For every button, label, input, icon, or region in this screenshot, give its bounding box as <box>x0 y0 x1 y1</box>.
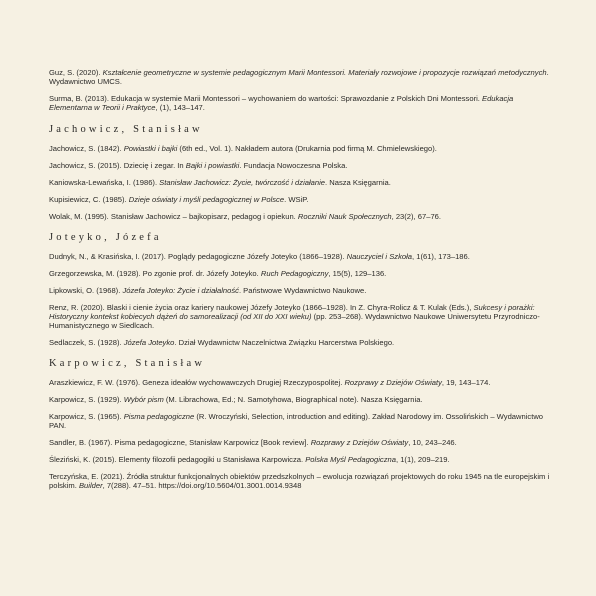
reference-entry: Sandler, B. (1967). Pisma pedagogiczne, Stanisław Karpowicz [Book review]. Rozprawy z Dziejów Oświaty, 10, 243–246. <box>49 438 457 447</box>
reference-entry: Kupisiewicz, C. (1985). Dzieje oświaty i myśli pedagogicznej w Polsce. WSiP. <box>49 195 309 204</box>
reference-entry: Śleziński, K. (2015). Elementy filozofii pedagogiki u Stanisława Karpowicza. Polska Myśl Pedagogiczna, 1(1), 209–219. <box>49 455 450 464</box>
reference-entry: Kaniowska-Lewańska, I. (1986). Stanisław Jachowicz: Życie, twórczość i działanie. Nasza Księgarnia. <box>49 178 391 187</box>
reference-entry: Jachowicz, S. (2015). Dziecię i zegar. In Bajki i powiastki. Fundacja Nowoczesna Polska. <box>49 161 348 170</box>
section-heading: Joteyko, Józefa <box>49 232 162 243</box>
reference-entry: Renz, R. (2020). Blaski i cienie życia oraz kariery naukowej Józefy Joteyko (1866–1928). In Z. Chyra-Rolicz & T. Kulak (Eds.), Sukcesy i porażki: Historyczny kontekst kobiecych dążeń do samorealizacji (od XII do XXI wieku) (pp. 253–268). Wydawnictwo Naukowe Uniwersytetu Przyrodniczo-Humanistycznego w Siedlcach. <box>49 303 540 330</box>
reference-entry: Jachowicz, S. (1842). Powiastki i bajki (6th ed., Vol. 1). Nakładem autora (Drukarnia pod firmą M. Chmielewskiego). <box>49 144 437 153</box>
reference-entry: Dudnyk, N., & Krasińska, I. (2017). Poglądy pedagogiczne Józefy Joteyko (1866–1928). Nauczyciel i Szkoła, 1(61), 173–186. <box>49 252 470 261</box>
reference-entry: Grzegorzewska, M. (1928). Po zgonie prof. dr. Józefy Joteyko. Ruch Pedagogiczny, 15(5), 129–136. <box>49 269 387 278</box>
reference-entry: Surma, B. (2013). Edukacja w systemie Marii Montessori – wychowaniem do wartości: Sprawozdanie z Polskich Dni Montessori. Edukacja Elementarna w Teorii i Praktyce, (1), 143–147. <box>49 94 514 112</box>
reference-entry: Lipkowski, O. (1968). Józefa Joteyko: Życie i działalność. Państwowe Wydawnictwo Naukowe. <box>49 286 367 295</box>
section-heading: Karpowicz, Stanisław <box>49 358 206 369</box>
reference-entry: Karpowicz, S. (1965). Pisma pedagogiczne (R. Wroczyński, Selection, introduction and editing). Zakład Narodowy im. Ossolińskich – Wydawnictwo PAN. <box>49 412 544 430</box>
reference-entry: Araszkiewicz, F. W. (1976). Geneza ideałów wychowawczych Drugiej Rzeczypospolitej. Rozprawy z Dziejów Oświaty, 19, 143–174. <box>49 378 491 387</box>
reference-entry: Wolak, M. (1995). Stanisław Jachowicz – bajkopisarz, pedagog i opiekun. Roczniki Nauk Społecznych, 23(2), 67–76. <box>49 212 442 221</box>
reference-entry: Guz, S. (2020). Kształcenie geometryczne w systemie pedagogicznym Marii Montessori. Materiały rozwojowe i propozycje rozwiązań metodycznych. Wydawnictwo UMCS. <box>49 68 549 86</box>
reference-entry: Sedlaczek, S. (1928). Józefa Joteyko. Dział Wydawnictw Naczelnictwa Związku Harcerstwa Polskiego. <box>49 338 395 347</box>
reference-entry: Terczyńska, E. (2021). Źródła struktur funkcjonalnych obiektów przedszkolnych – ewolucja rozwiązań projektowych do roku 1945 na tle europejskim i polskim. Builder, 7(288). 47–51. https://doi.org/10.5604/01.3001.0014.9348 <box>49 472 550 490</box>
reference-entry: Karpowicz, S. (1929). Wybór pism (M. Librachowa, Ed.; N. Samotyhowa, Biographical note). Nasza Księgarnia. <box>49 395 423 404</box>
section-heading: Jachowicz, Stanisław <box>49 124 203 135</box>
